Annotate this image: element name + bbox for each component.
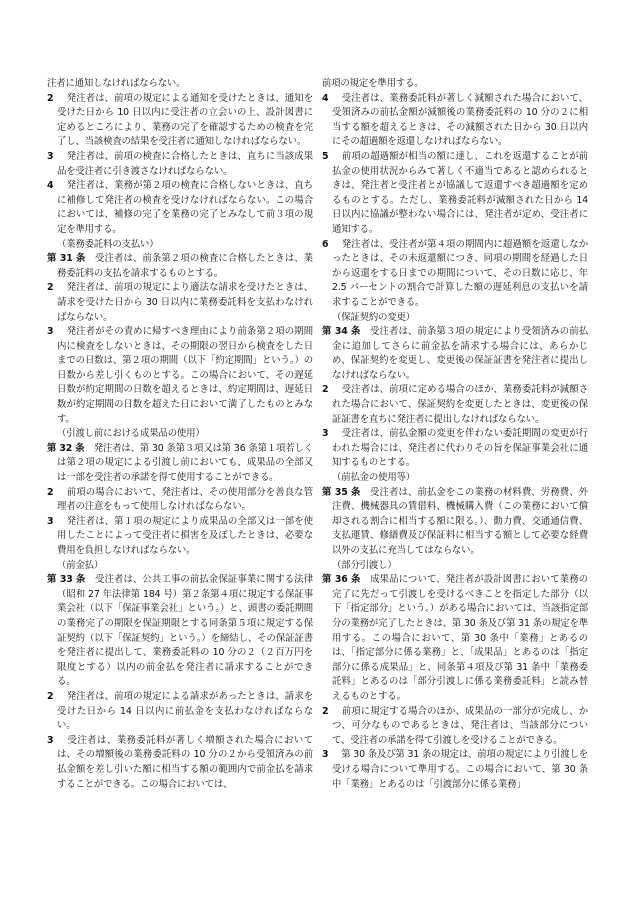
article-number: 第 33 条	[47, 574, 86, 586]
article-number: 第 32 条	[47, 442, 85, 454]
right-paragraph	[322, 383, 588, 427]
right-paragraph	[322, 427, 588, 471]
left-continued-text: 注者に通知しなければならない。	[47, 78, 186, 89]
left-article	[47, 573, 313, 690]
paragraph-text: 受注者は、前条第３項の規定により受領済みの前払金に追加してさらに前金払を請求する場合には、あらかじめ、保証契約を変更し、変更後の保証証書を発注者に提出しなければならない。	[332, 326, 588, 381]
left-section-caption: （前金払）	[57, 559, 104, 571]
paragraph-number: 3	[47, 734, 54, 746]
right-section-caption: （前払金の使用等）	[332, 472, 416, 484]
left-paragraph	[47, 281, 313, 325]
left-column	[47, 77, 313, 792]
right-column	[322, 77, 588, 792]
paragraph-text: 受注者は、前払金をこの業務の材料費、労務費、外注費、機械器具の賃借料、機械購入費（この業務において償却される割合に相当する額に限る。）、動力費、交通通信費、支払運賃、修繕費及び保証料に相当する額として必要な経費以外の支払に充当してはならない。	[332, 486, 588, 556]
paragraph-number: 4	[322, 92, 329, 104]
left-paragraph	[47, 92, 313, 150]
left-paragraph	[47, 690, 313, 734]
paragraph-text: 前項の超過額が相当の額に達し、これを返還することが前払金の使用状況からみて著しく不適当であると認められるときは、発注者と受注者とが協議して返還すべき超過額を定めるものとする。ただし、業務委託料が減額された日から 14 日以内に協議が整わない場合には、発注者が定め、受注者に通知する。	[332, 150, 588, 235]
paragraph-text: 発注者は、業務が第２項の検査に合格しないときは、直ちに補修して発注者の検査を受けなければならない。この場合においては、補修の完了を業務の完了とみなして前３項の規定を準用する。	[57, 180, 313, 235]
article-number: 第 35 条	[322, 486, 361, 498]
article-number: 第 36 条	[322, 574, 361, 586]
paragraph-text: 発注者は、前項の規定により適法な請求を受けたときは、請求を受けた日から 30 日以内に業務委託料を支払わなければならない。	[57, 282, 313, 323]
paragraph-number: 2	[322, 384, 329, 396]
paragraph-text: 受注者は、前払金額の変更を伴わない委託期間の変更が行われた場合には、発注者に代わりその旨を保証事業会社に通知するものとする。	[332, 428, 588, 469]
paragraph-number: 4	[47, 180, 54, 192]
paragraph-text: 第 30 条及び第 31 条の規定は、前項の規定により引渡しを受ける場合について準用する。この場合において、第 30 条中「業務」とあるのは「引渡部分に係る業務」	[332, 749, 588, 790]
left-paragraph	[47, 486, 313, 515]
article-number: 第 34 条	[322, 326, 361, 338]
paragraph-number: 3	[322, 749, 329, 761]
left-paragraph	[47, 150, 313, 179]
paragraph-text: 受注者は、業務委託料が著しく減額された場合において、受領済みの前払金額が減額後の業務委託料の 10 分の２に相当する額を超えるときは、その減額された日から 30 日以内にその超過額を返還しなければならない。	[332, 92, 588, 148]
paragraph-text: 成果品について、発注者が設計図書において業務の完了に先だって引渡しを受けるべきことを指定した部分（以下「指定部分」という。）がある場合においては、当該指定部分の業務が完了したときは、第 30 条及び第 31 条の規定を準用する。この場合において、第 30 条中「業務」とあるのは、「指定部分に係る業務」と、「成果品」とあるのは「指定部分に係る成果品」と、同条第４項及び第 31 条中「業務委託料」とあるのは「部分引渡しに係る業務委託料」と読み替えるものとする。	[332, 574, 588, 702]
paragraph-number: 3	[47, 150, 54, 162]
paragraph-number: 2	[322, 705, 329, 717]
left-paragraph	[47, 515, 313, 559]
paragraph-text: 前項に規定する場合のほか、成果品の一部分が完成し、かつ、可分なものであるときは、発注者は、当該部分について、受注者の承諾を得て引渡しを受けることができる。	[332, 705, 588, 746]
paragraph-text: 発注者は、第 30 条第３項又は第 36 条第１項若しくは第２項の規定による引渡し前においても、成果品の全部又は一部を受注者の承諾を得て使用することができる。	[57, 442, 313, 484]
paragraph-text: 受注者は、前条第２項の検査に合格したときは、業務委託料の支払を請求するものとする。	[57, 253, 313, 279]
paragraph-number: 3	[47, 515, 54, 527]
paragraph-text: 前項の場合において、発注者は、その使用部分を善良な管理者の注意をもって使用しなければならない。	[57, 486, 313, 513]
paragraph-number: 2	[47, 690, 54, 702]
paragraph-number: 2	[47, 92, 54, 104]
paragraph-text: 発注者は、前項の規定による請求があったときは、請求を受けた日から 14 日以内に前払金を支払わなければならない。	[57, 690, 313, 732]
left-section-caption: （引渡し前における成果品の使用）	[57, 428, 205, 440]
paragraph-text: 発注者は、前項の検査に合格したときは、直ちに当該成果品を受注者に引き渡さなければならない。	[57, 150, 313, 177]
paragraph-number: 5	[322, 150, 329, 162]
right-paragraph	[322, 705, 588, 749]
paragraph-text: 受注者は、公共工事の前払金保証事業に関する法律（昭和 27 年法律第 184 号）第２条第４項に規定する保証事業会社（以下「保証事業会社」という。）と、頭書の委託期間の業務完了の期限を保証期限とする同条第５項に規定する保証契約（以下「保証契約」という。）を締結し、その保証証書を発注者に提出して、業務委託料の 10 分の２（２百万円を限度とする）以内の前金払を発注者に請求することができる。	[57, 574, 313, 688]
left-paragraph	[47, 325, 313, 427]
right-paragraph	[322, 92, 588, 150]
right-article	[322, 573, 588, 704]
paragraph-text: 受注者は、業務委託料が著しく増額された場合においては、その増額後の業務委託料の 10 分の２から受領済みの前払金額を差し引いた額に相当する額の範囲内で前金払を請求することができる。この場合においては、	[57, 734, 313, 790]
paragraph-number: 3	[322, 428, 329, 440]
paragraph-number: 2	[47, 282, 54, 294]
left-paragraph	[47, 734, 313, 792]
right-article	[322, 325, 588, 383]
paragraph-text: 発注者は、第１項の規定により成果品の全部又は一部を使用したことによって受注者に損害を及ぼしたときは、必要な費用を負担しなければならない。	[57, 515, 313, 556]
right-section-caption: （保証契約の変更）	[332, 311, 416, 323]
paragraph-text: 発注者は、前項の規定による通知を受けたときは、通知を受けた日から 10 日以内に受注者の立会いの上、設計図書に定めるところにより、業務の完了を確認するための検査を完了し、当該検査の結果を受注者に通知しなければならない。	[57, 92, 313, 148]
right-paragraph	[322, 238, 588, 311]
right-section-caption: （部分引渡し）	[332, 559, 397, 571]
paragraph-text: 発注者がその責めに帰すべき理由により前条第２項の期間内に検査をしないときは、その期限の翌日から検査をした日までの日数は、第２項の期間（以下「約定期間」という。）の日数から差し引くものとする。この場合において、その遅延日数が約定期間の日数を超えるときは、約定期間は、遅延日数が約定期間の日数を超えた日において満了したものとみなす。	[57, 326, 313, 425]
paragraph-text: 受注者は、前項に定める場合のほか、業務委託料が減額された場合において、保証契約を変更したときは、変更後の保証証書を直ちに発注者に提出しなければならない。	[332, 384, 588, 425]
right-article	[322, 486, 588, 559]
paragraph-number: 2	[47, 486, 54, 498]
left-article	[47, 252, 313, 281]
paragraph-number: 6	[322, 238, 329, 250]
right-continued-text: 前項の規定を準用する。	[322, 78, 424, 89]
paragraph-text: 発注者は、受注者が第４項の期間内に超過額を返還しなかったときは、その未返還額につき、同項の期間を経過した日から返還をする日までの期間について、その日数に応じ、年 2.5 パーセントの割合で計算した額の遅延利息の支払いを請求することができる。	[332, 238, 588, 308]
left-article	[47, 442, 313, 486]
left-paragraph	[47, 179, 313, 237]
right-paragraph	[322, 150, 588, 238]
left-section-caption: （業務委託料の支払い）	[57, 238, 159, 250]
right-paragraph	[322, 748, 588, 792]
article-number: 第 31 条	[47, 253, 86, 265]
paragraph-number: 3	[47, 326, 54, 338]
